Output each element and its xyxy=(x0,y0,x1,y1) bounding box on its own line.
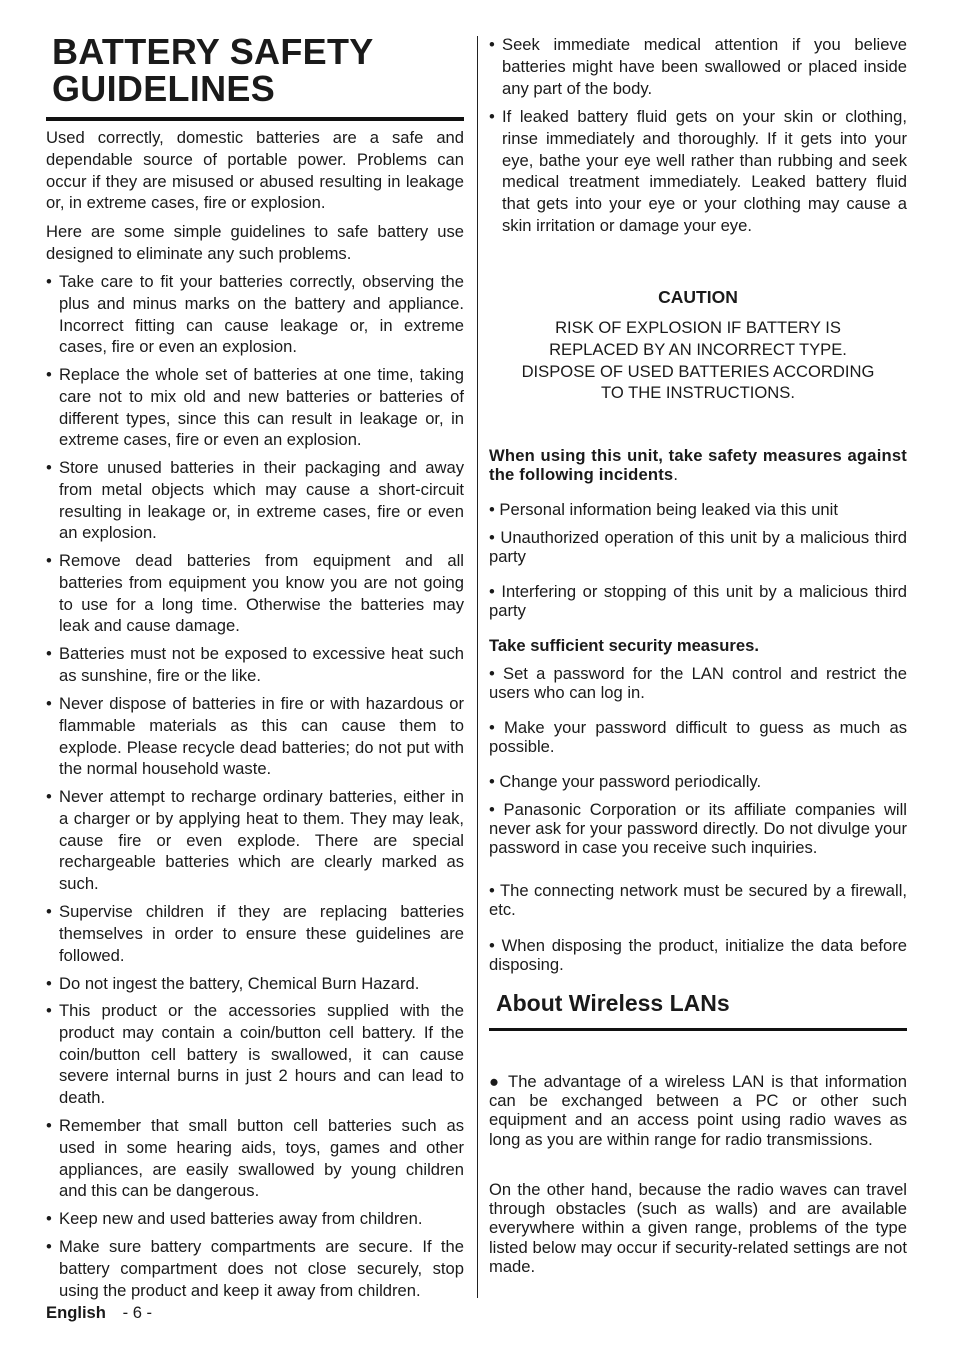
security-heading xyxy=(489,446,907,484)
battery-guideline-item: • Replace the whole set of batteries at one time, taking care not to mix old and new batteries or batteries of different types, since this can result in leakage or, in extreme cases, fire or even an explosion. xyxy=(46,364,464,451)
measure-item: • The connecting network must be secured by a firewall, etc. xyxy=(489,881,907,920)
measure-item: • Panasonic Corporation or its affiliate companies will never ask for your password directly. Do not divulge your password in case you receive such inquiries. xyxy=(489,800,907,858)
intro-paragraph-1: Used correctly, domestic batteries are a safe and dependable source of portable power. Problems can occur if they are misused or abused resulting in leakage or, in extreme cases, fire or explosion. xyxy=(46,128,464,213)
title-underline xyxy=(46,117,464,121)
wireless-heading-underline xyxy=(489,1028,907,1031)
battery-guideline-item: • Supervise children if they are replacing batteries themselves in order to ensure these guidelines are followed. xyxy=(46,901,464,966)
caution-line: DISPOSE OF USED BATTERIES ACCORDING xyxy=(521,361,875,381)
measure-item: • When disposing the product, initialize the data before disposing. xyxy=(489,936,907,975)
battery-guideline-item: • Remove dead batteries from equipment and all batteries from equipment you know you are not going to use for a long time. Otherwise the batteries may leak and cause damage. xyxy=(46,550,464,637)
footer-language: English xyxy=(46,1303,106,1322)
wireless-paragraph-2: On the other hand, because the radio waves can travel through obstacles (such as walls) and are available everywhere within a given range, problems of the type listed below may occur if security-related settings are not made. xyxy=(489,1180,907,1276)
security-heading-period: . xyxy=(673,465,679,485)
page-footer xyxy=(46,1303,152,1323)
intro-paragraph-2: Here are some simple guidelines to safe battery use designed to eliminate any such problems. xyxy=(46,222,464,263)
measure-item: • Set a password for the LAN control and restrict the users who can log in. xyxy=(489,664,907,703)
page-title: BATTERY SAFETY GUIDELINES xyxy=(52,31,373,109)
security-heading-text: When using this unit, take safety measures against the following incidents xyxy=(489,446,907,485)
battery-guideline-item: • Store unused batteries in their packaging and away from metal objects which may cause a short-circuit resulting in leakage or, in extreme cases, fire or even an explosion. xyxy=(46,457,464,544)
battery-guideline-item: • If leaked battery fluid gets on your skin or clothing, rinse immediately and thoroughly. If it gets into your eye, bathe your eye well rather than rubbing and seek medical treatment immediately. Leaked battery fluid that gets into your eye or your clothing may cause a skin irritation or damage your eye. xyxy=(489,106,907,237)
battery-guideline-item: • Do not ingest the battery, Chemical Burn Hazard. xyxy=(46,973,464,995)
column-divider xyxy=(477,36,478,1298)
measures-heading: Take sufficient security measures. xyxy=(489,636,759,655)
wireless-paragraph-1: ● The advantage of a wireless LAN is that information can be exchanged between a PC or other such equipment and an access point using radio waves as long as you are within range for radio transmissions. xyxy=(489,1072,907,1149)
battery-guideline-item: • Seek immediate medical attention if you believe batteries might have been swallowed or placed inside any part of the body. xyxy=(489,34,907,99)
wireless-lan-heading: About Wireless LANs xyxy=(496,990,730,1016)
caution-text xyxy=(489,317,907,404)
caution-line: RISK OF EXPLOSION IF BATTERY IS xyxy=(555,318,841,337)
measure-item: • Make your password difficult to guess as much as possible. xyxy=(489,718,907,757)
battery-guideline-item: • Never attempt to recharge ordinary batteries, either in a charger or by applying heat to them. They may leak, cause fire or even explode. There are special rechargeable batteries which are clearly marked as such. xyxy=(46,786,464,895)
battery-guideline-item: • Take care to fit your batteries correctly, observing the plus and minus marks on the battery and appliance. Incorrect fitting can cause leakage or, in extreme cases, fire or even an explosion. xyxy=(46,271,464,358)
battery-guideline-item: • Batteries must not be exposed to excessive heat such as sunshine, fire or the like. xyxy=(46,643,464,687)
caution-line: REPLACED BY AN INCORRECT TYPE. xyxy=(549,339,847,359)
caution-line: TO THE INSTRUCTIONS. xyxy=(601,383,795,403)
battery-guideline-item: • Make sure battery compartments are secure. If the battery compartment does not close securely, stop using the product and keep it away from children. xyxy=(46,1236,464,1301)
caution-title: CAUTION xyxy=(658,287,738,307)
incident-item: • Unauthorized operation of this unit by a malicious third party xyxy=(489,528,907,567)
footer-page-number: - 6 - xyxy=(122,1303,153,1322)
battery-guideline-item: • Never dispose of batteries in fire or with hazardous or flammable materials as this can cause them to explode. Please recycle dead batteries; do not put with the normal household waste. xyxy=(46,693,464,780)
battery-guideline-item: • Keep new and used batteries away from children. xyxy=(46,1208,464,1230)
battery-guideline-item: • This product or the accessories supplied with the product may contain a coin/button cell battery. If the coin/button cell battery is swallowed, it can cause severe internal burns in just 2 hours and can lead to death. xyxy=(46,1000,464,1109)
measure-item: • Change your password periodically. xyxy=(489,772,762,791)
incident-item: • Personal information being leaked via this unit xyxy=(489,500,838,519)
incident-item: • Interfering or stopping of this unit by a malicious third party xyxy=(489,582,907,621)
battery-guideline-item: • Remember that small button cell batteries such as used in some hearing aids, toys, games and other appliances, are easily swallowed by young children and this can be dangerous. xyxy=(46,1115,464,1202)
